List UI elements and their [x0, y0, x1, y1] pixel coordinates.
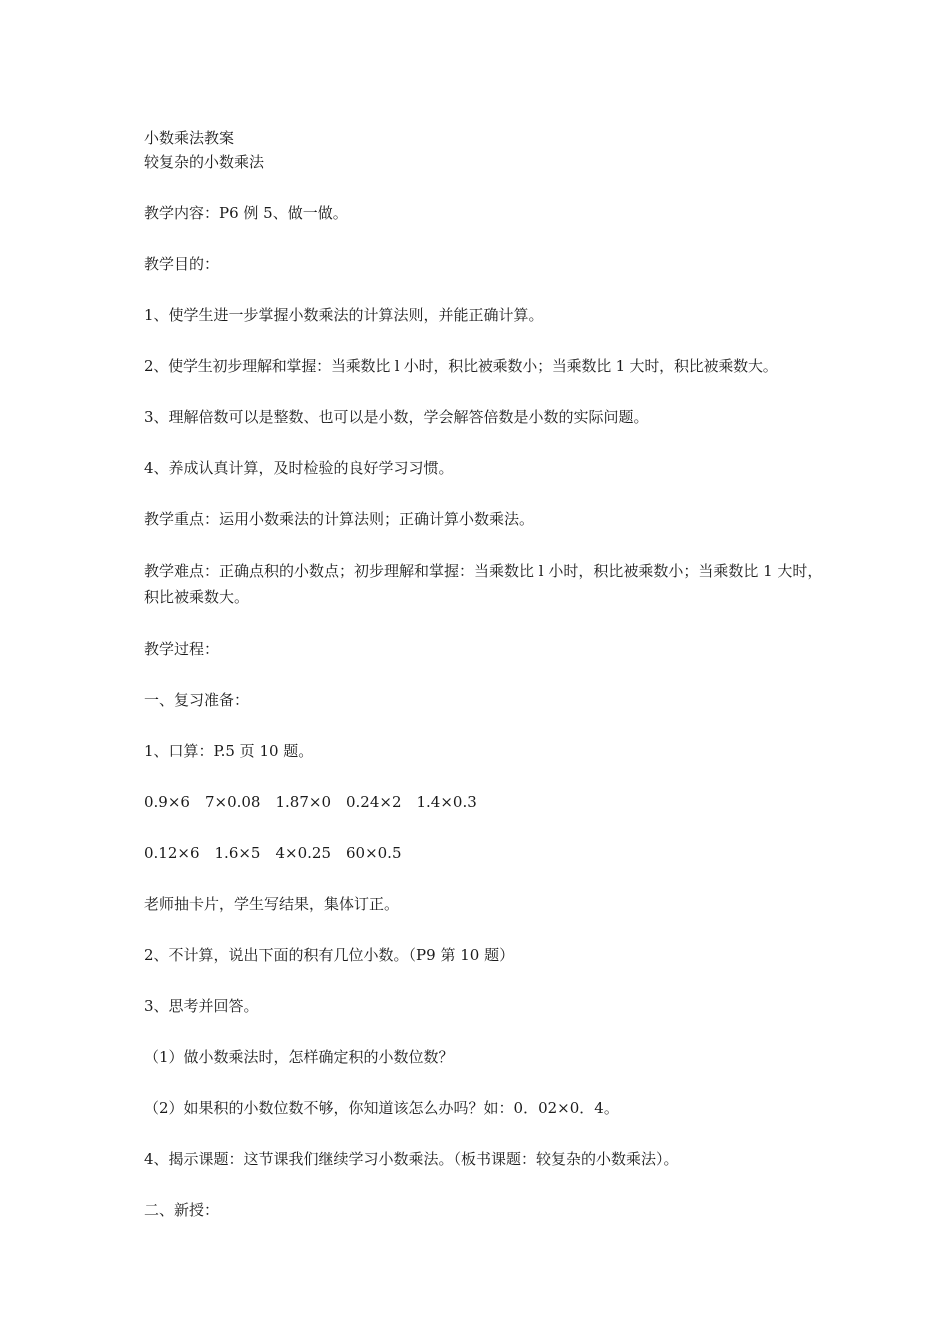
review-item: 4、揭示课题：这节课我们继续学习小数乘法。（板书课题：较复杂的小数乘法）。 [144, 1150, 679, 1168]
review-item: 3、思考并回答。 [144, 997, 259, 1015]
review-item: 1、口算：P.5 页 10 题。 [144, 742, 314, 760]
objective-item: 3、理解倍数可以是整数、也可以是小数，学会解答倍数是小数的实际问题。 [144, 408, 649, 426]
document-body [144, 126, 824, 1222]
question-item: （1）做小数乘法时，怎样确定积的小数位数？ [144, 1048, 454, 1066]
objective-item: 2、使学生初步理解和掌握：当乘数比 l 小时，积比被乘数小；当乘数比 1 大时，积比被乘数大。 [144, 357, 778, 375]
objectives-heading: 教学目的： [144, 255, 220, 273]
question-item: （2）如果积的小数位数不够，你知道该怎么办吗？如：0．02×0．4。 [144, 1099, 619, 1117]
document-title: 小数乘法教案 [144, 129, 235, 147]
section-heading-new: 二、新授： [144, 1201, 220, 1219]
review-item: 2、不计算，说出下面的积有几位小数。（P9 第 10 题） [144, 946, 515, 964]
objective-item: 1、使学生进一步掌握小数乘法的计算法则，并能正确计算。 [144, 306, 544, 324]
key-point: 教学重点：运用小数乘法的计算法则；正确计算小数乘法。 [144, 510, 535, 528]
difficulty: 教学难点：正确点积的小数点；初步理解和掌握：当乘数比 l 小时，积比被乘数小；当乘数比 1 大时，积比被乘数大。 [144, 562, 823, 606]
teaching-content: 教学内容：P6 例 5、做一做。 [144, 204, 348, 222]
process-heading: 教学过程： [144, 640, 220, 658]
review-item: 老师抽卡片，学生写结果，集体订正。 [144, 895, 400, 913]
oral-calc-row: 0.12×6 1.6×5 4×0.25 60×0.5 [144, 844, 402, 862]
oral-calc-row: 0.9×6 7×0.08 1.87×0 0.24×2 1.4×0.3 [144, 793, 477, 811]
objective-item: 4、养成认真计算，及时检验的良好学习习惯。 [144, 459, 454, 477]
document-subtitle: 较复杂的小数乘法 [144, 153, 265, 171]
section-heading-review: 一、复习准备： [144, 691, 250, 709]
